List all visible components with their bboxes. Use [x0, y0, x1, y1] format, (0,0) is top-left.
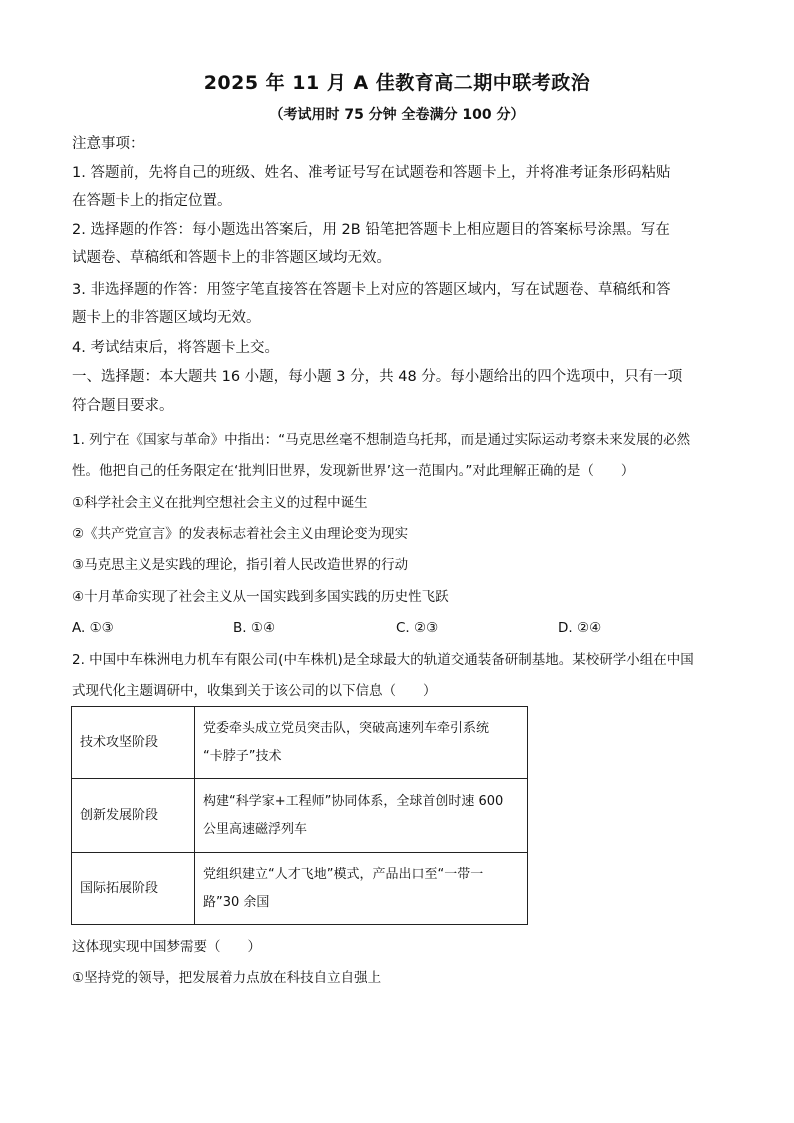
notice-line: 在答题卡上的指定位置。 — [72, 193, 232, 209]
question-statement: ③马克思主义是实践的理论，指引着人民改造世界的行动 — [72, 557, 409, 573]
notice-line: 1. 答题前，先将自己的班级、姓名、准考证号写在试题卷和答题卡上，并将准考证条形码粘贴 — [72, 165, 671, 181]
desc-line: 公里高速磁浮列车 — [203, 821, 308, 837]
option-b: B. ①④ — [233, 620, 276, 636]
question-followup: 这体现实现中国梦需要（ ） — [72, 939, 261, 955]
desc-cell — [195, 853, 528, 925]
desc-cell — [195, 779, 528, 853]
desc-line: 党委牵头成立党员突击队，突破高速列车牵引系统 — [203, 720, 490, 736]
section-heading: 符合题目要求。 — [72, 398, 174, 414]
stage-cell: 技术攻坚阶段 — [72, 707, 195, 779]
notice-line: 2. 选择题的作答：每小题选出答案后，用 2B 铅笔把答题卡上相应题目的答案标号涂黑。写在 — [72, 222, 670, 238]
page-subtitle: （考试用时 75 分钟 全卷满分 100 分） — [269, 107, 525, 123]
stage-cell: 国际拓展阶段 — [72, 853, 195, 925]
question-stem: 性。他把自己的任务限定在‘批判旧世界，发现新世界’这一范围内。”对此理解正确的是（ ） — [72, 463, 635, 479]
notice-line: 4. 考试结束后，将答题卡上交。 — [72, 340, 279, 356]
table-row — [72, 707, 528, 779]
question-stem: 1. 列宁在《国家与革命》中指出：“马克思丝毫不想制造乌托邦，而是通过实际运动考察未来发展的必然 — [72, 432, 691, 448]
option-a: A. ①③ — [72, 620, 114, 636]
desc-cell — [195, 707, 528, 779]
notice-line: 题卡上的非答题区域均无效。 — [72, 310, 261, 326]
option-d: D. ②④ — [558, 620, 602, 636]
question-stem: 式现代化主题调研中，收集到关于该公司的以下信息（ ） — [72, 683, 437, 699]
desc-line: 党组织建立“人才飞地”模式，产品出口至“一带一 — [203, 866, 484, 882]
table-row — [72, 779, 528, 853]
page-title: 2025 年 11 月 A 佳教育高二期中联考政治 — [203, 72, 591, 94]
info-table — [71, 706, 528, 925]
question-statement: ①坚持党的领导，把发展着力点放在科技自立自强上 — [72, 970, 382, 986]
question-statement: ②《共产党宣言》的发表标志着社会主义由理论变为现实 — [72, 526, 409, 542]
table-row — [72, 853, 528, 925]
stage-cell: 创新发展阶段 — [72, 779, 195, 853]
section-heading: 一、选择题：本大题共 16 小题，每小题 3 分，共 48 分。每小题给出的四个选项中，只有一项 — [72, 369, 683, 385]
desc-line: 路”30 余国 — [203, 894, 270, 910]
notice-heading: 注意事项： — [72, 136, 145, 152]
question-stem: 2. 中国中车株洲电力机车有限公司(中车株机)是全球最大的轨道交通装备研制基地。某校研学小组在中国 — [72, 652, 694, 668]
desc-line: “卡脖子”技术 — [203, 748, 282, 764]
question-statement: ①科学社会主义在批判空想社会主义的过程中诞生 — [72, 495, 368, 511]
notice-line: 3. 非选择题的作答：用签字笔直接答在答题卡上对应的答题区域内，写在试题卷、草稿纸和答 — [72, 282, 671, 298]
notice-line: 试题卷、草稿纸和答题卡上的非答题区域均无效。 — [72, 250, 391, 266]
desc-line: 构建“科学家+工程师”协同体系，全球首创时速 600 — [203, 793, 504, 809]
option-c: C. ②③ — [396, 620, 439, 636]
question-statement: ④十月革命实现了社会主义从一国实践到多国实践的历史性飞跃 — [72, 589, 449, 605]
